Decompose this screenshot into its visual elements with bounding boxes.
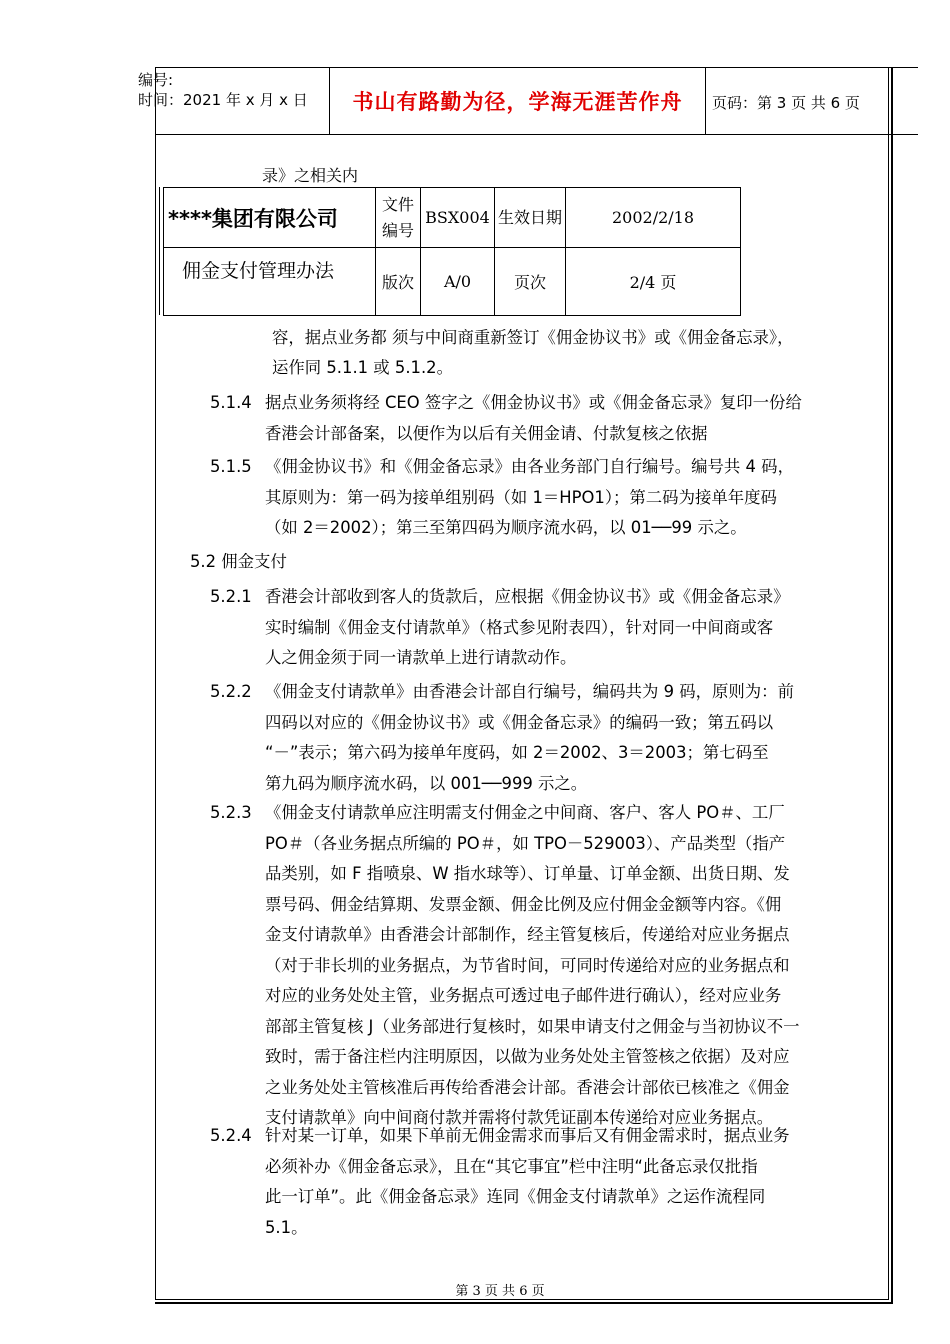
page-footer: 第 3 页 共 6 页 <box>455 1284 545 1299</box>
header-motto: 书山有路勤为径，学海无涯苦作舟 <box>352 90 683 114</box>
header-bottom-rule <box>155 134 918 135</box>
page-count: 2/4 页 <box>566 248 741 316</box>
version-label: 版次 <box>376 248 421 316</box>
effective-date-label: 生效日期 <box>495 188 566 248</box>
section-line: 据点业务须将经 CEO 签字之《佣金协议书》或《佣金备忘录》复印一份给 <box>265 393 802 412</box>
section-heading-5-2: 5.2 佣金支付 <box>190 552 287 571</box>
page-border-right-outer <box>891 67 893 1303</box>
section-line: 此一订单”。此《佣金备忘录》连同《佣金支付请款单》之运作流程同 <box>265 1187 766 1206</box>
section-line: 品类别，如 F 指喷泉、W 指水球等）、订单量、订单金额、出货日期、发 <box>265 864 790 883</box>
section-number: 5.2.1 <box>210 587 252 606</box>
section-line: 《佣金协议书》和《佣金备忘录》由各业务部门自行编号。编号共 4 码， <box>265 457 794 476</box>
page-count-label: 页次 <box>495 248 566 316</box>
company-name: ****集团有限公司 <box>164 188 376 248</box>
section-line: （对于非长圳的业务据点，为节省时间，可同时传递给对应的业务据点和 <box>265 955 790 975</box>
section-number: 5.2.3 <box>210 803 252 822</box>
section-number: 5.1.4 <box>210 393 252 412</box>
section-line: 票号码、佣金结算期、发票金额、佣金比例及应付佣金金额等内容。《佣 <box>265 894 782 914</box>
section-line: 《佣金支付请款单应注明需支付佣金之中间商、客户、客人 PO＃、工厂 <box>265 803 785 822</box>
section-line: 部部主管复核 J（业务部进行复核时，如果申请支付之佣金与当初协议不一 <box>265 1016 800 1036</box>
section-line: 实时编制《佣金支付请款单》（格式参见附表四），针对同一中间商或客 <box>265 617 774 637</box>
continuation-line-1: 容，据点业务都 须与中间商重新签订《佣金协议书》或《佣金备忘录》， <box>272 328 794 347</box>
doc-number: BSX004 <box>421 188 495 248</box>
section-line: 第九码为顺序流水码，以 001──999 示之。 <box>265 773 588 793</box>
header-number-label: 编号: <box>138 71 174 89</box>
section-line: 《佣金支付请款单》由香港会计部自行编号，编码共为 9 码，原则为：前 <box>265 682 794 701</box>
section-line: 其原则为：第一码为接单组别码（如 1＝HPO1）；第二码为接单年度码 <box>265 487 777 507</box>
section-number: 5.2.4 <box>210 1126 252 1145</box>
effective-date: 2002/2/18 <box>566 188 741 248</box>
text-fragment: 录》之相关内 <box>262 166 359 185</box>
section-line: 支付请款单》向中间商付款并需将付款凭证副本传递给对应业务据点。 <box>265 1108 774 1127</box>
section-line: PO＃（各业务据点所编的 PO＃，如 TPO－529003）、产品类型（指产 <box>265 833 786 853</box>
page-border-bottom <box>155 1299 889 1300</box>
section-line: 金支付请款单》由香港会计部制作，经主管复核后，传递给对应业务据点 <box>265 925 790 944</box>
section-line: 对应的业务处处主管，业务据点可透过电子邮件进行确认），经对应业务 <box>265 986 782 1005</box>
section-line: 之业务处处主管核准后再传给香港会计部。香港会计部依已核准之《佣金 <box>265 1077 790 1097</box>
section-line: （如 2＝2002）；第三至第四码为顺序流水码，以 01──99 示之。 <box>265 518 747 537</box>
section-line: 必须补办《佣金备忘录》，且在“其它事宜”栏中注明“此备忘录仅批指 <box>265 1156 758 1176</box>
page-border-left <box>155 67 156 1300</box>
header-time-label: 时间：2021 年 x 月 x 日 <box>138 91 308 109</box>
table-left-double-line <box>159 187 160 315</box>
section-line: 5.1。 <box>265 1217 308 1237</box>
section-line: 致时，需于备注栏内注明原因，以做为业务处处主管签核之依据）及对应 <box>265 1047 790 1066</box>
section-number: 5.1.5 <box>210 457 252 476</box>
page-border-right <box>888 67 889 1300</box>
document-title: 佣金支付管理办法 <box>164 248 376 316</box>
header-meta <box>138 70 308 110</box>
section-line: “－”表示；第六码为接单年度码，如 2＝2002、3＝2003；第七码至 <box>265 743 769 762</box>
header-page-label: 页码：第 3 页 共 6 页 <box>712 94 860 112</box>
section-line: 针对某一订单，如果下单前无佣金需求而事后又有佣金需求时，据点业务 <box>265 1126 790 1145</box>
header-divider-2 <box>705 67 706 135</box>
doc-number-label: 文件编号 <box>376 188 421 248</box>
section-line: 人之佣金须于同一请款单上进行请款动作。 <box>265 648 577 667</box>
page-border-bottom-outer <box>155 1302 893 1304</box>
continuation-line-2: 运作同 5.1.1 或 5.1.2。 <box>272 358 453 377</box>
version: A/0 <box>421 248 495 316</box>
document-info-table <box>163 187 741 316</box>
section-line: 四码以对应的《佣金协议书》或《佣金备忘录》的编码一致；第五码以 <box>265 712 774 732</box>
section-line: 香港会计部备案，以便作为以后有关佣金请、付款复核之依据 <box>265 423 708 443</box>
section-line: 香港会计部收到客人的货款后，应根据《佣金协议书》或《佣金备忘录》 <box>265 587 790 606</box>
section-number: 5.2.2 <box>210 682 252 701</box>
